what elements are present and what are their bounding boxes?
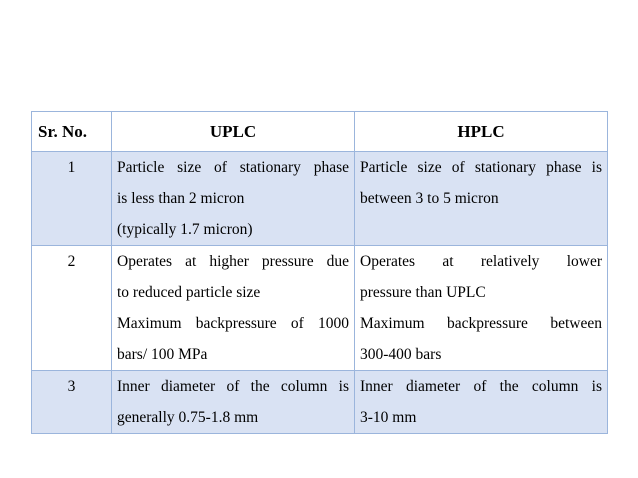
cell-line: to reduced particle size xyxy=(117,284,261,301)
cell-line: Maximum backpressure between xyxy=(360,315,602,332)
header-uplc: UPLC xyxy=(112,112,355,152)
cell-line: Operates at relatively lower xyxy=(360,253,602,270)
cell-line: 300-400 bars xyxy=(360,346,442,363)
table-row xyxy=(32,246,608,371)
cell-line: Maximum backpressure of 1000 xyxy=(117,315,349,332)
uplc-cell xyxy=(112,246,355,371)
cell-line: generally 0.75-1.8 mm xyxy=(117,409,259,426)
hplc-cell xyxy=(355,371,608,434)
cell-line: bars/ 100 MPa xyxy=(117,346,208,363)
uplc-cell xyxy=(112,371,355,434)
cell-line: is less than 2 micron xyxy=(117,190,245,207)
table-row xyxy=(32,371,608,434)
row-number: 3 xyxy=(32,371,112,434)
hplc-cell xyxy=(355,246,608,371)
header-hplc: HPLC xyxy=(355,112,608,152)
row-number: 2 xyxy=(32,246,112,371)
cell-line: Operates at higher pressure due xyxy=(117,253,349,270)
cell-line: Inner diameter of the column is xyxy=(117,378,349,395)
comparison-table xyxy=(31,111,608,434)
header-sr-no: Sr. No. xyxy=(32,112,112,152)
cell-line: Particle size of stationary phase xyxy=(117,159,349,176)
cell-line: Particle size of stationary phase is xyxy=(360,159,602,176)
header-row xyxy=(32,112,608,152)
cell-line: (typically 1.7 micron) xyxy=(117,221,253,238)
hplc-cell xyxy=(355,152,608,246)
cell-line: between 3 to 5 micron xyxy=(360,190,499,207)
table-row xyxy=(32,152,608,246)
cell-line: Inner diameter of the column is xyxy=(360,378,602,395)
row-number: 1 xyxy=(32,152,112,246)
uplc-cell xyxy=(112,152,355,246)
cell-line: pressure than UPLC xyxy=(360,284,486,301)
cell-line: 3-10 mm xyxy=(360,409,417,426)
